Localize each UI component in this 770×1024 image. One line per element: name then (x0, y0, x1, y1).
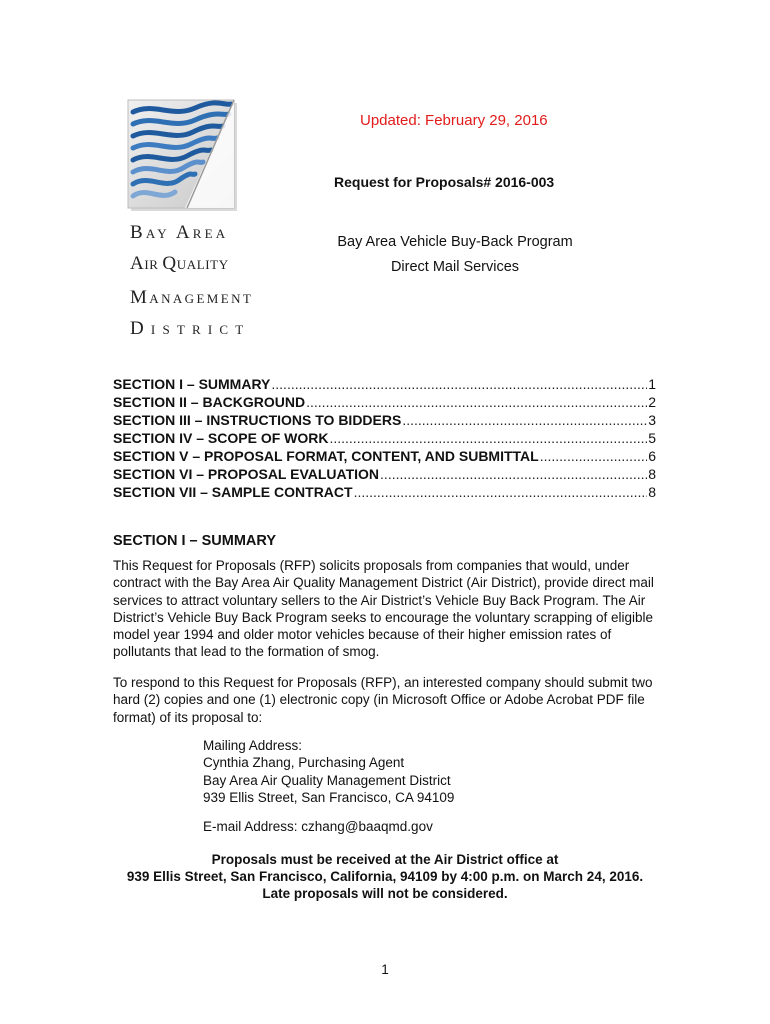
address-org: Bay Area Air Quality Management District (203, 772, 451, 788)
toc-leader (271, 375, 647, 393)
baaqmd-wave-logo-icon (125, 98, 240, 213)
summary-paragraph: This Request for Proposals (RFP) solicits proposals from companies that would, under contract with the Bay Area Air Quality Management District (Air District), provide direct mail services to attract voluntary sellers to the Air District’s Vehicle Buy Back Program. The Air District’s Vehicle Buy Back Program seeks to encourage the voluntary scrapping of eligible model year 1994 and older motor vehicles because of their higher emission rates of pollutants that lead to the formation of smog. (113, 558, 654, 660)
toc-leader (380, 465, 647, 483)
logo-line-management: MANAGEMENT (130, 287, 254, 308)
submission-paragraph: To respond to this Request for Proposals (RFP), an interested company should submit two hard (2) copies and one (1) electronic copy (in Microsoft Office or Adobe Acrobat PDF file format) of its proposal to: (113, 675, 653, 725)
deadline-notice-line: Late proposals will not be considered. (262, 886, 508, 901)
toc-page: 6 (648, 448, 656, 464)
toc-leader (402, 411, 647, 429)
toc-entry (113, 375, 656, 393)
toc-title: SECTION III – INSTRUCTIONS TO BIDDERS (113, 412, 402, 428)
toc-entry (113, 411, 656, 429)
toc-leader (329, 429, 647, 447)
rfp-number: Request for Proposals# 2016-003 (334, 174, 555, 190)
service-title: Direct Mail Services (390, 259, 520, 275)
toc-title: SECTION I – SUMMARY (113, 376, 271, 392)
logo-line-air-quality: AIR QUALITY (130, 253, 229, 274)
toc-title: SECTION IV – SCOPE OF WORK (113, 430, 329, 446)
mailing-address (203, 737, 454, 806)
toc-title: SECTION VI – PROPOSAL EVALUATION (113, 466, 380, 482)
toc-leader (354, 483, 648, 501)
toc-entry (113, 393, 656, 411)
logo-line-district: DISTRICT (130, 318, 251, 339)
address-label: Mailing Address: (203, 738, 303, 753)
toc-page: 2 (648, 394, 656, 410)
toc-page: 1 (648, 376, 656, 392)
toc-page: 5 (648, 430, 656, 446)
page-number: 1 (381, 962, 389, 977)
table-of-contents (113, 375, 656, 501)
toc-page: 8 (648, 466, 656, 482)
email-address: E-mail Address: czhang@baaqmd.gov (203, 819, 433, 834)
toc-title: SECTION VII – SAMPLE CONTRACT (113, 484, 353, 500)
updated-date: Updated: February 29, 2016 (360, 112, 548, 129)
deadline-notice-line: Proposals must be received at the Air District office at (211, 852, 559, 867)
toc-entry (113, 429, 656, 447)
toc-leader (540, 447, 647, 465)
toc-title: SECTION V – PROPOSAL FORMAT, CONTENT, AND SUBMITTAL (113, 448, 539, 464)
toc-page: 3 (648, 412, 656, 428)
logo-line-bay-area: BAY AREA (130, 222, 229, 243)
address-name: Cynthia Zhang, Purchasing Agent (203, 755, 405, 771)
toc-title: SECTION II – BACKGROUND (113, 394, 306, 410)
toc-entry (113, 447, 656, 465)
address-street: 939 Ellis Street, San Francisco, CA 94109 (203, 789, 455, 805)
toc-leader (306, 393, 647, 411)
program-title: Bay Area Vehicle Buy-Back Program (337, 234, 573, 250)
section-heading: SECTION I – SUMMARY (113, 533, 277, 549)
toc-entry (113, 483, 656, 501)
toc-entry (113, 465, 656, 483)
toc-page: 8 (648, 484, 656, 500)
deadline-notice-line: 939 Ellis Street, San Francisco, California, 94109 by 4:00 p.m. on March 24, 2016. (126, 869, 644, 884)
